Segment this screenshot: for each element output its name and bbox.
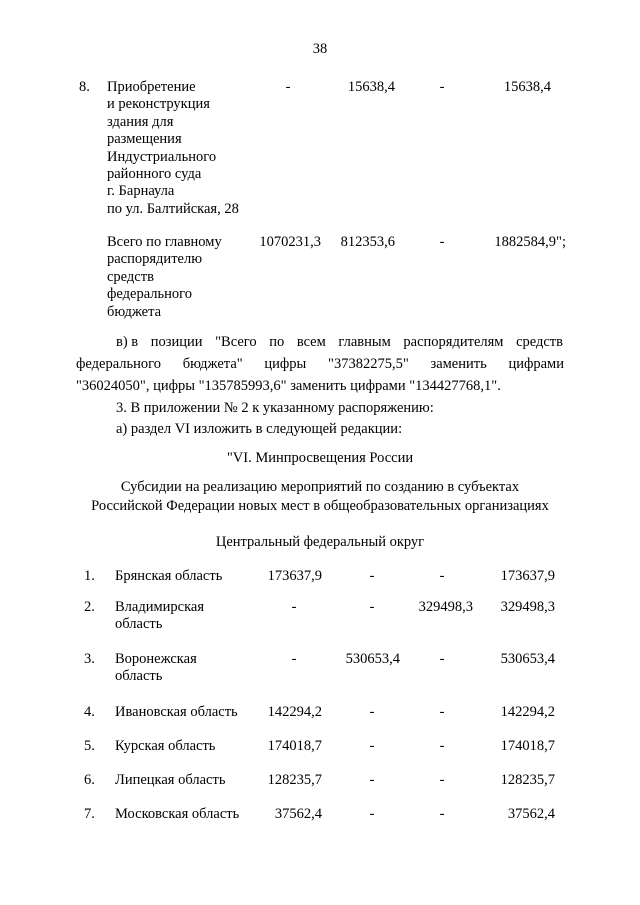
row-name: Брянская область (115, 568, 223, 584)
cell-col3: - (439, 651, 445, 667)
row-name: Владимирская область (115, 599, 205, 633)
subsidy-title-line1: Субсидии на реализацию мероприятий по созданию в субъектах (120, 479, 520, 495)
row-name: Ивановская область (115, 704, 238, 720)
row-number: 2. (84, 599, 95, 615)
row-number: 5. (84, 738, 95, 754)
cell-col4: 15638,4 (503, 79, 551, 95)
cell-col3: - (439, 806, 445, 822)
cell-col3: - (439, 704, 445, 720)
row-name: Воронежская область (115, 651, 197, 685)
paragraph-3: 3. В приложении № 2 к указанному распоряжению: (116, 400, 434, 416)
cell-col1: 1070231,3 (259, 234, 321, 250)
cell-col2: - (369, 772, 375, 788)
paragraph-line: "36024050", цифры "135785993,6" заменить цифрами "134427768,1". (76, 378, 501, 394)
row-name: Всего по главному распорядителю средств федерального бюджета (107, 234, 222, 320)
row-number: 3. (84, 651, 95, 667)
cell-col3: - (439, 234, 445, 250)
paragraph-line: в) в позиции "Всего по всем главным распорядителям средств (116, 334, 563, 350)
cell-col1: 128235,7 (267, 772, 322, 788)
section-title: "VI. Минпросвещения России (226, 450, 414, 466)
cell-col2: - (369, 599, 375, 615)
cell-col4: 1882584,9"; (494, 234, 566, 250)
cell-col4: 174018,7 (500, 738, 555, 754)
cell-col2: 530653,4 (345, 651, 400, 667)
cell-col4: 142294,2 (500, 704, 555, 720)
row-number: 7. (84, 806, 95, 822)
row-number: 6. (84, 772, 95, 788)
cell-col4: 329498,3 (500, 599, 555, 615)
cell-col3: - (439, 738, 445, 754)
cell-col1: 37562,4 (274, 806, 322, 822)
cell-col1: - (291, 599, 297, 615)
cell-col3: - (439, 79, 445, 95)
cell-col3: - (439, 568, 445, 584)
cell-col2: - (369, 568, 375, 584)
cell-col3: - (439, 772, 445, 788)
row-name: Курская область (115, 738, 216, 754)
cell-col4: 530653,4 (500, 651, 555, 667)
cell-col1: - (291, 651, 297, 667)
cell-col2: - (369, 738, 375, 754)
page-number: 38 (312, 41, 328, 57)
district-heading: Центральный федеральный округ (215, 534, 425, 550)
paragraph-a: а) раздел VI изложить в следующей редакции: (116, 421, 403, 437)
paragraph-line: федерального бюджета" цифры "37382275,5" заменить цифрами (76, 356, 564, 372)
row-name: Приобретение и реконструкция здания для размещения Индустриального районного суда г. Барнаула по ул. Балтийская, 28 (107, 79, 239, 217)
row-number: 4. (84, 704, 95, 720)
row-name: Липецкая область (115, 772, 226, 788)
cell-col4: 37562,4 (507, 806, 555, 822)
row-number: 8. (79, 79, 90, 95)
subsidy-title-line2: Российской Федерации новых мест в общеобразовательных организациях (91, 498, 549, 514)
cell-col1: 174018,7 (267, 738, 322, 754)
cell-col1: - (285, 79, 291, 95)
row-number: 1. (84, 568, 95, 584)
cell-col4: 128235,7 (500, 772, 555, 788)
cell-col2: 15638,4 (347, 79, 395, 95)
cell-col2: - (369, 806, 375, 822)
cell-col1: 173637,9 (267, 568, 322, 584)
cell-col1: 142294,2 (267, 704, 322, 720)
cell-col4: 173637,9 (500, 568, 555, 584)
row-name: Московская область (115, 806, 240, 822)
cell-col2: 812353,6 (340, 234, 395, 250)
cell-col2: - (369, 704, 375, 720)
cell-col3: 329498,3 (418, 599, 473, 615)
